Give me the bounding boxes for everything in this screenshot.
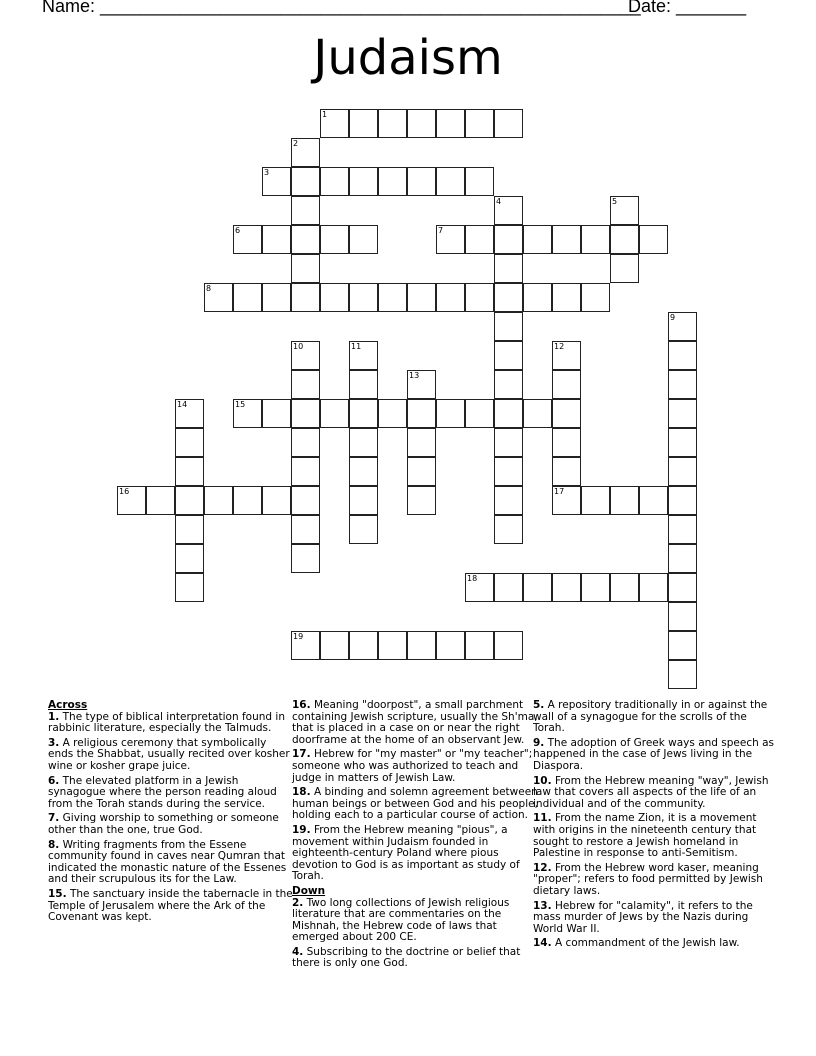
date-field[interactable]: Date: _______ <box>628 0 747 16</box>
cell-number: 19 <box>293 632 304 641</box>
grid-cell[interactable] <box>436 225 465 254</box>
grid-cell[interactable] <box>639 486 668 515</box>
clue-number: 16. <box>292 699 311 711</box>
grid-cell[interactable] <box>291 399 320 428</box>
grid-cell[interactable] <box>494 428 523 457</box>
clue-number: 11. <box>533 812 552 825</box>
grid-cell[interactable] <box>668 428 697 457</box>
cell-number: 9 <box>670 313 676 322</box>
grid-cell[interactable] <box>291 515 320 544</box>
cell-number: 13 <box>409 371 420 380</box>
grid-cell[interactable] <box>465 225 494 254</box>
grid-cell[interactable] <box>291 457 320 486</box>
cell-number: 7 <box>438 226 444 235</box>
grid-cell[interactable] <box>494 573 523 602</box>
grid-cell[interactable] <box>349 370 378 399</box>
grid-cell[interactable] <box>465 573 494 602</box>
clue-text: Hebrew for "calamity", it refers to the mass murder of Jews by the Nazis during World War II. <box>533 899 753 935</box>
grid-cell[interactable] <box>175 486 204 515</box>
clue-number: 5. <box>533 699 545 711</box>
cell-number: 16 <box>119 487 130 496</box>
grid-cell[interactable] <box>349 167 378 196</box>
clue <box>48 889 294 924</box>
clue-number: 12. <box>533 861 552 874</box>
grid-cell[interactable] <box>378 631 407 660</box>
grid-cell[interactable] <box>291 486 320 515</box>
clue <box>48 712 294 735</box>
grid-cell[interactable] <box>378 283 407 312</box>
clue-text: The sanctuary inside the tabernacle in the Temple of Jerusalem where the Ark of the Covenant was kept. <box>48 887 293 924</box>
clue <box>533 700 779 735</box>
clue-text: From the Hebrew meaning "way", Jewish law that covers all aspects of the life of an individual and of the community. <box>533 774 769 810</box>
cell-number: 17 <box>554 487 565 496</box>
grid-cell[interactable] <box>349 225 378 254</box>
cell-number: 4 <box>496 197 502 206</box>
clue-number: 19. <box>292 823 311 836</box>
down-heading: Down <box>292 884 326 897</box>
grid-cell[interactable] <box>494 399 523 428</box>
clue <box>533 738 779 773</box>
clue-text: The adoption of Greek ways and speech as happened in the case of Jews living in the Diaspora. <box>533 736 775 772</box>
clue <box>292 700 538 746</box>
grid-cell[interactable] <box>175 544 204 573</box>
grid-cell[interactable] <box>552 457 581 486</box>
grid-cell[interactable] <box>262 167 291 196</box>
grid-cell[interactable] <box>204 486 233 515</box>
clue <box>292 947 538 970</box>
grid-cell[interactable] <box>668 602 697 631</box>
clue-text: Meaning "doorpost", a small parchment containing Jewish scripture, usually the Sh'ma, that is placed in a case on or near the right doorframe at the home of an observant Jew. <box>292 699 538 746</box>
grid-cell[interactable] <box>407 457 436 486</box>
grid-cell[interactable] <box>465 109 494 138</box>
grid-cell[interactable] <box>291 341 320 370</box>
cell-number: 10 <box>293 342 304 351</box>
cell-number: 18 <box>467 574 478 583</box>
clue-number: 8. <box>48 838 60 851</box>
grid-cell[interactable] <box>668 486 697 515</box>
clue <box>292 898 538 944</box>
clue-number: 15. <box>48 887 67 900</box>
clue-text: From the Hebrew meaning "pious", a movement within Judaism founded in eighteenth-century Poland where pious devotion to God is as important as study of Torah. <box>292 823 520 883</box>
grid-cell[interactable] <box>523 573 552 602</box>
grid-cell[interactable] <box>668 515 697 544</box>
grid-cell[interactable] <box>407 486 436 515</box>
grid-cell[interactable] <box>262 283 291 312</box>
grid-cell[interactable] <box>146 486 175 515</box>
clue <box>292 749 538 784</box>
grid-cell[interactable] <box>407 283 436 312</box>
grid-cell[interactable] <box>291 370 320 399</box>
grid-cell[interactable] <box>320 283 349 312</box>
grid-cell[interactable] <box>378 399 407 428</box>
grid-cell[interactable] <box>436 283 465 312</box>
grid-cell[interactable] <box>436 631 465 660</box>
cell-number: 2 <box>293 139 299 148</box>
clue <box>48 840 294 886</box>
clue-text: Giving worship to something or someone other than the one, true God. <box>48 812 279 836</box>
clue <box>292 825 538 883</box>
cell-number: 1 <box>322 110 328 119</box>
clue <box>48 738 294 773</box>
grid-cell[interactable] <box>465 631 494 660</box>
grid-cell[interactable] <box>494 196 523 225</box>
clues-column-3 <box>533 700 779 953</box>
page-title: Judaism <box>313 30 503 86</box>
grid-cell[interactable] <box>668 312 697 341</box>
grid-cell[interactable] <box>465 283 494 312</box>
grid-cell[interactable] <box>494 370 523 399</box>
grid-cell[interactable] <box>349 109 378 138</box>
clue-number: 4. <box>292 945 304 958</box>
grid-cell[interactable] <box>291 167 320 196</box>
grid-cell[interactable] <box>494 254 523 283</box>
grid-cell[interactable] <box>262 486 291 515</box>
grid-cell[interactable] <box>494 341 523 370</box>
grid-cell[interactable] <box>349 515 378 544</box>
grid-cell[interactable] <box>581 486 610 515</box>
grid-cell[interactable] <box>581 283 610 312</box>
clue <box>533 863 779 898</box>
grid-cell[interactable] <box>349 428 378 457</box>
clues-column-1 <box>48 700 294 927</box>
cell-number: 15 <box>235 400 246 409</box>
clue-number: 9. <box>533 736 545 749</box>
clue <box>48 813 294 836</box>
grid-cell[interactable] <box>320 109 349 138</box>
clue <box>292 787 538 822</box>
cell-number: 12 <box>554 342 565 351</box>
grid-cell[interactable] <box>291 196 320 225</box>
clue-number: 6. <box>48 774 60 787</box>
clue-number: 1. <box>48 710 60 723</box>
grid-cell[interactable] <box>668 660 697 689</box>
grid-cell[interactable] <box>175 573 204 602</box>
grid-cell[interactable] <box>233 399 262 428</box>
grid-cell[interactable] <box>494 312 523 341</box>
grid-cell[interactable] <box>349 631 378 660</box>
grid-cell[interactable] <box>494 515 523 544</box>
clue <box>533 813 779 859</box>
grid-cell[interactable] <box>610 254 639 283</box>
clue-text: Hebrew for "my master" or "my teacher"; someone who was authorized to teach and judge in matters of Jewish Law. <box>292 748 533 784</box>
grid-cell[interactable] <box>436 399 465 428</box>
grid-cell[interactable] <box>291 254 320 283</box>
grid-cell[interactable] <box>436 109 465 138</box>
clue-text: The type of biblical interpretation found in rabbinic literature, especially the Talmuds. <box>48 710 285 735</box>
clue-number: 18. <box>292 786 311 799</box>
grid-cell[interactable] <box>407 631 436 660</box>
grid-cell[interactable] <box>465 399 494 428</box>
clue <box>533 901 779 936</box>
grid-cell[interactable] <box>204 283 233 312</box>
grid-cell[interactable] <box>639 573 668 602</box>
clue-number: 10. <box>533 774 552 787</box>
grid-cell[interactable] <box>320 399 349 428</box>
grid-cell[interactable] <box>175 428 204 457</box>
grid-cell[interactable] <box>291 631 320 660</box>
grid-cell[interactable] <box>523 225 552 254</box>
grid-cell[interactable] <box>610 225 639 254</box>
clue-number: 7. <box>48 812 60 825</box>
grid-cell[interactable] <box>349 457 378 486</box>
grid-cell[interactable] <box>175 515 204 544</box>
clue-number: 14. <box>533 937 552 950</box>
clue-text: A repository traditionally in or against the wall of a synagogue for the scrolls of the Torah. <box>533 699 768 735</box>
grid-cell[interactable] <box>320 225 349 254</box>
grid-cell[interactable] <box>378 109 407 138</box>
clue-number: 13. <box>533 899 552 912</box>
clue-text: From the Hebrew word kaser, meaning "proper"; refers to food permitted by Jewish dietary laws. <box>533 861 763 897</box>
clue-text: A religious ceremony that symbolically ends the Shabbat, usually recited over kosher wine or kosher grape juice. <box>48 736 290 772</box>
grid-cell[interactable] <box>378 167 407 196</box>
grid-cell[interactable] <box>320 167 349 196</box>
cell-number: 11 <box>351 342 362 351</box>
grid-cell[interactable] <box>610 573 639 602</box>
grid-cell[interactable] <box>552 341 581 370</box>
grid-cell[interactable] <box>610 196 639 225</box>
grid-cell[interactable] <box>668 544 697 573</box>
grid-cell[interactable] <box>407 167 436 196</box>
grid-cell[interactable] <box>610 486 639 515</box>
grid-cell[interactable] <box>668 573 697 602</box>
clue-text: The elevated platform in a Jewish synagogue where the person reading aloud from the Torah stands during the service. <box>48 774 277 810</box>
grid-cell[interactable] <box>494 225 523 254</box>
grid-cell[interactable] <box>552 399 581 428</box>
grid-cell[interactable] <box>552 573 581 602</box>
grid-cell[interactable] <box>668 341 697 370</box>
grid-cell[interactable] <box>552 428 581 457</box>
clue-text: Subscribing to the doctrine or belief that there is only one God. <box>292 945 521 970</box>
grid-cell[interactable] <box>291 225 320 254</box>
clue <box>533 938 779 950</box>
grid-cell[interactable] <box>436 167 465 196</box>
grid-cell[interactable] <box>262 399 291 428</box>
cell-number: 3 <box>264 168 270 177</box>
grid-cell[interactable] <box>349 486 378 515</box>
grid-cell[interactable] <box>233 486 262 515</box>
grid-cell[interactable] <box>552 370 581 399</box>
clue-text: A commandment of the Jewish law. <box>551 937 740 950</box>
grid-cell[interactable] <box>552 283 581 312</box>
clue <box>533 776 779 811</box>
clue-text: Writing fragments from the Essene community found in caves near Qumran that indicated the monastic nature of the Essenes and their scrupulous its for the Law. <box>48 838 287 886</box>
grid-cell[interactable] <box>494 457 523 486</box>
clue-number: 17. <box>292 748 311 761</box>
clue-text: Two long collections of Jewish religious literature that are commentaries on the Mishnah, the Hebrew code of laws that emerged about 200 CE. <box>292 896 510 944</box>
cell-number: 5 <box>612 197 618 206</box>
grid-cell[interactable] <box>291 544 320 573</box>
cell-number: 6 <box>235 226 241 235</box>
clue-number: 3. <box>48 736 60 749</box>
grid-cell[interactable] <box>668 457 697 486</box>
clue-number: 2. <box>292 896 304 909</box>
cell-number: 14 <box>177 400 188 409</box>
grid-cell[interactable] <box>291 283 320 312</box>
cell-number: 8 <box>206 284 212 293</box>
grid-cell[interactable] <box>465 167 494 196</box>
grid-cell[interactable] <box>262 225 291 254</box>
grid-cell[interactable] <box>552 225 581 254</box>
grid-cell[interactable] <box>407 428 436 457</box>
clue <box>48 776 294 811</box>
grid-cell[interactable] <box>668 399 697 428</box>
grid-cell[interactable] <box>407 370 436 399</box>
grid-cell[interactable] <box>349 341 378 370</box>
grid-cell[interactable] <box>494 109 523 138</box>
grid-cell[interactable] <box>639 225 668 254</box>
grid-cell[interactable] <box>494 486 523 515</box>
grid-cell[interactable] <box>494 283 523 312</box>
grid-cell[interactable] <box>349 399 378 428</box>
grid-cell[interactable] <box>552 486 581 515</box>
grid-cell[interactable] <box>291 138 320 167</box>
grid-cell[interactable] <box>581 225 610 254</box>
clues-column-2 <box>292 700 538 973</box>
grid-cell[interactable] <box>407 399 436 428</box>
grid-cell[interactable] <box>291 428 320 457</box>
grid-cell[interactable] <box>175 457 204 486</box>
grid-cell[interactable] <box>233 283 262 312</box>
clue-text: From the name Zion, it is a movement with origins in the nineteenth century that sought to restore a Jewish homeland in Palestine in response to anti-Semitism. <box>533 812 757 860</box>
grid-cell[interactable] <box>581 573 610 602</box>
grid-cell[interactable] <box>523 399 552 428</box>
across-heading: Across <box>48 699 88 711</box>
grid-cell[interactable] <box>668 631 697 660</box>
grid-cell[interactable] <box>117 486 146 515</box>
grid-cell[interactable] <box>407 109 436 138</box>
grid-cell[interactable] <box>175 399 204 428</box>
clue-text: A binding and solemn agreement between human beings or between God and his people, holding each to a particular course of action. <box>292 786 538 822</box>
grid-cell[interactable] <box>233 225 262 254</box>
grid-cell[interactable] <box>494 631 523 660</box>
grid-cell[interactable] <box>349 283 378 312</box>
grid-cell[interactable] <box>320 631 349 660</box>
name-field[interactable]: Name: ______________________________________________________ <box>42 0 641 16</box>
grid-cell[interactable] <box>523 283 552 312</box>
grid-cell[interactable] <box>668 370 697 399</box>
